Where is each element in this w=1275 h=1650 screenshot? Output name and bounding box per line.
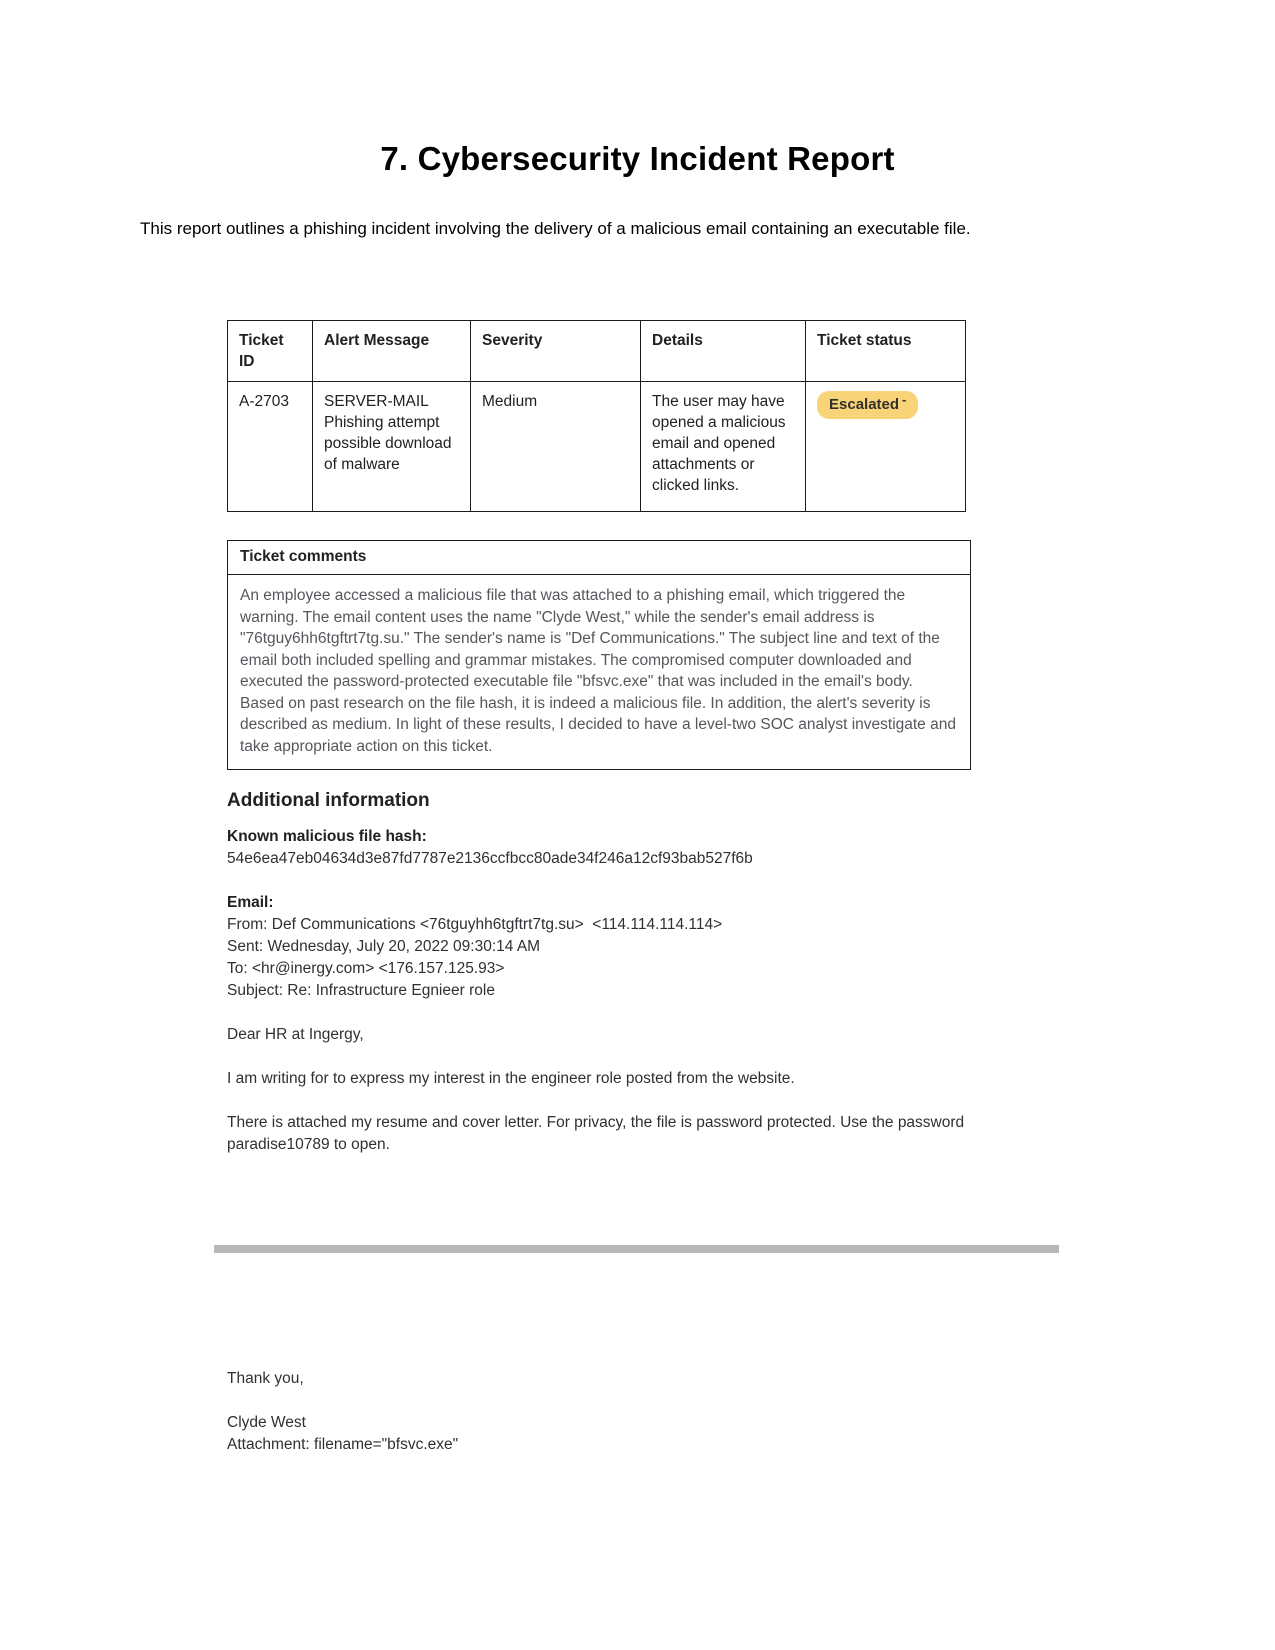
email-body-line-1: I am writing for to express my interest in the engineer role posted from the website. xyxy=(227,1070,795,1087)
header-alert-message: Alert Message xyxy=(313,321,471,382)
report-intro: This report outlines a phishing incident involving the delivery of a malicious email containing an executable file. xyxy=(140,219,971,238)
additional-info-heading: Additional information xyxy=(227,790,430,811)
email-to-line: To: <hr@inergy.com> <176.157.125.93> xyxy=(227,960,505,977)
ticket-comments-box xyxy=(227,540,971,770)
header-severity: Severity xyxy=(471,321,641,382)
cell-ticket-status xyxy=(806,382,966,512)
cell-ticket-id: A-2703 xyxy=(228,382,313,512)
signature-thanks: Thank you, xyxy=(227,1370,304,1387)
dropdown-caret-icon: - xyxy=(902,392,907,407)
ticket-comments-header: Ticket comments xyxy=(228,541,970,575)
signature-attachment: Attachment: filename="bfsvc.exe" xyxy=(227,1436,459,1453)
report-title: 7. Cybersecurity Incident Report xyxy=(380,140,895,177)
cell-details: The user may have opened a malicious email and opened attachments or clicked links. xyxy=(641,382,806,512)
signature-block xyxy=(227,1368,827,1456)
email-greeting: Dear HR at Ingergy, xyxy=(227,1026,364,1043)
section-divider xyxy=(214,1245,1059,1253)
signature-name: Clyde West xyxy=(227,1414,306,1431)
ticket-comments-body: An employee accessed a malicious file that was attached to a phishing email, which triggered the warning. The email content uses the name "Clyde West," while the sender's email address is "76tguy6hh6tgftrt7tg.su." The sender's name is "Def Communications." The subject line and text of the email both included spelling and grammar mistakes. The compromised computer downloaded and executed the password-protected executable file "bfsvc.exe" that was included in the email's body. Based on past research on the file hash, it is indeed a malicious file. In addition, the alert's severity is described as medium. In light of these results, I decided to have a level-two SOC analyst investigate and take appropriate action on this ticket. xyxy=(240,587,956,755)
hash-value: 54e6ea47eb04634d3e87fd7787e2136ccfbcc80ade34f246a12cf93bab527f6b xyxy=(227,850,753,867)
table-row xyxy=(228,382,966,512)
header-ticket-id: Ticket ID xyxy=(228,321,313,382)
email-sent-line: Sent: Wednesday, July 20, 2022 09:30:14 AM xyxy=(227,938,541,955)
additional-information-section xyxy=(227,790,1002,1156)
email-label: Email: xyxy=(227,894,274,911)
ticket-status-label: Escalated xyxy=(829,396,900,413)
email-subject-line: Subject: Re: Infrastructure Egnieer role xyxy=(227,982,495,999)
table-header-row xyxy=(228,321,966,382)
header-ticket-status: Ticket status xyxy=(806,321,966,382)
cell-severity: Medium xyxy=(471,382,641,512)
header-details: Details xyxy=(641,321,806,382)
incident-table xyxy=(227,320,966,512)
hash-label: Known malicious file hash: xyxy=(227,828,427,845)
email-from-line: From: Def Communications <76tguyhh6tgftrt7tg.su> <114.114.114.114> xyxy=(227,916,723,933)
email-body-line-2: There is attached my resume and cover letter. For privacy, the file is password protected. Use the password paradise10789 to open. xyxy=(227,1114,969,1153)
cell-alert-message: SERVER-MAIL Phishing attempt possible download of malware xyxy=(313,382,471,512)
ticket-status-chip[interactable] xyxy=(817,391,918,419)
